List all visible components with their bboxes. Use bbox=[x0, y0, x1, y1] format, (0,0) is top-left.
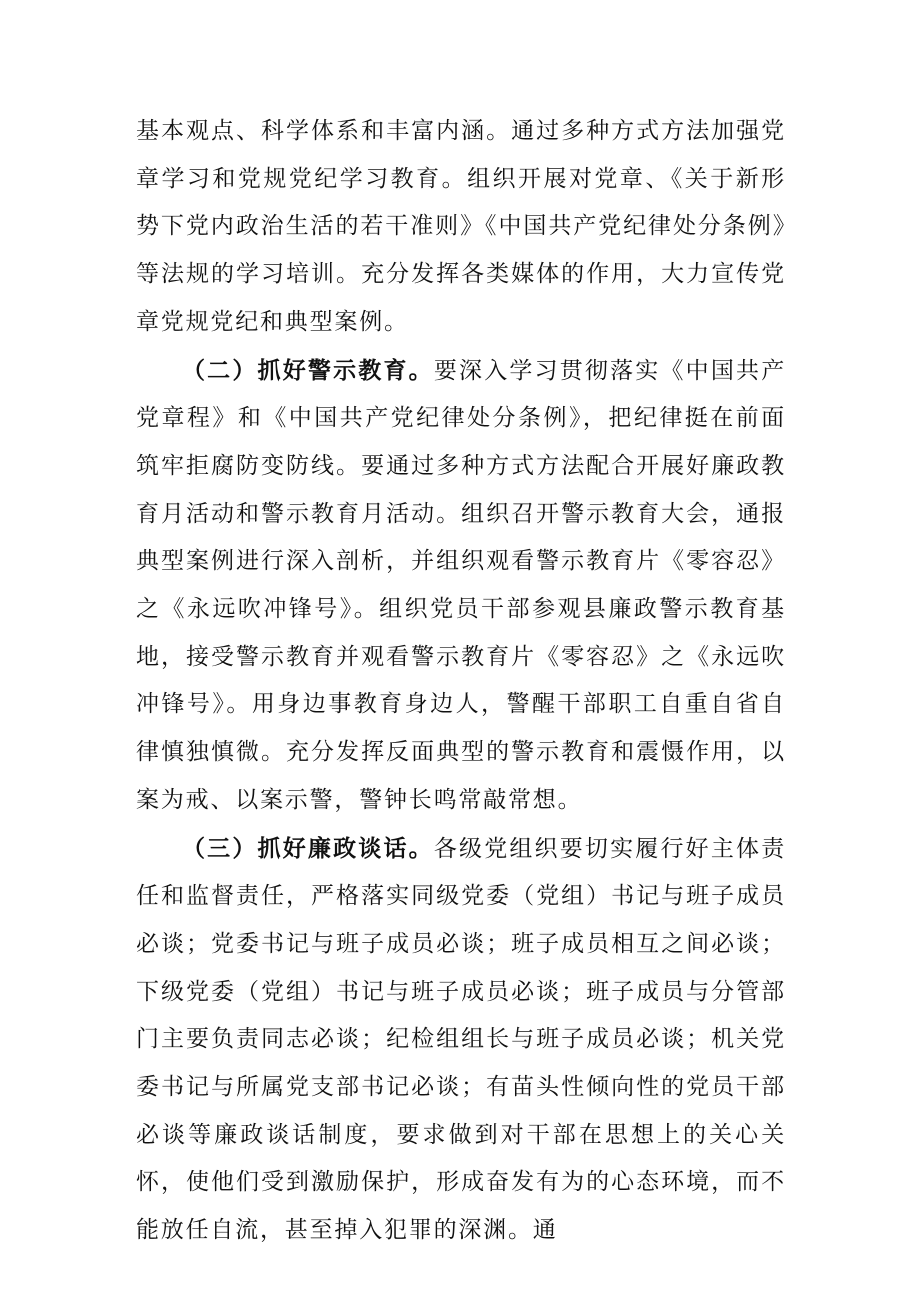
paragraph-warning-education bbox=[136, 347, 786, 825]
paragraph-heading: （三）抓好廉政谈话。 bbox=[182, 834, 434, 862]
paragraph-continuation bbox=[136, 108, 786, 347]
paragraph-text: 要深入学习贯彻落实《中国共产党章程》和《中国共产党纪律处分条例》，把纪律挺在前面筑牢拒腐防变防线。要通过多种方式方法配合开展好廉政教育月活动和警示教育月活动。组织召开警示教育大会，通报典型案例进行深入剖析，并组织观看警示教育片《零容忍》之《永远吹冲锋号》。组织党员干部参观县廉政警示教育基地，接受警示教育并观看警示教育片《零容忍》之《永远吹冲锋号》。用身边事教育身边人，警醒干部职工自重自省自律慎独慎微。充分发挥反面典型的警示教育和震慑作用，以案为戒、以案示警，警钟长鸣常敲常想。 bbox=[136, 357, 787, 813]
paragraph-text: 基本观点、科学体系和丰富内涵。通过多种方式方法加强党章学习和党规党纪学习教育。组织开展对党章、《关于新形势下党内政治生活的若干准则》《中国共产党纪律处分条例》等法规的学习培训。充分发挥各类媒体的作用，大力宣传党章党规党纪和典型案例。 bbox=[136, 118, 786, 335]
document-body bbox=[136, 108, 786, 1255]
paragraph-heading: （二）抓好警示教育。 bbox=[182, 356, 434, 384]
paragraph-integrity-talks bbox=[136, 825, 786, 1255]
paragraph-text: 各级党组织要切实履行好主体责任和监督责任，严格落实同级党委（党组）书记与班子成员必谈；党委书记与班子成员必谈；班子成员相互之间必谈；下级党委（党组）书记与班子成员必谈；班子成员与分管部门主要负责同志必谈；纪检组组长与班子成员必谈；机关党委书记与所属党支部书记必谈；有苗头性倾向性的党员干部必谈等廉政谈话制度，要求做到对干部在思想上的关心关怀，使他们受到激励保护，形成奋发有为的心态环境，而不能放任自流，甚至掉入犯罪的深渊。通 bbox=[136, 835, 787, 1244]
